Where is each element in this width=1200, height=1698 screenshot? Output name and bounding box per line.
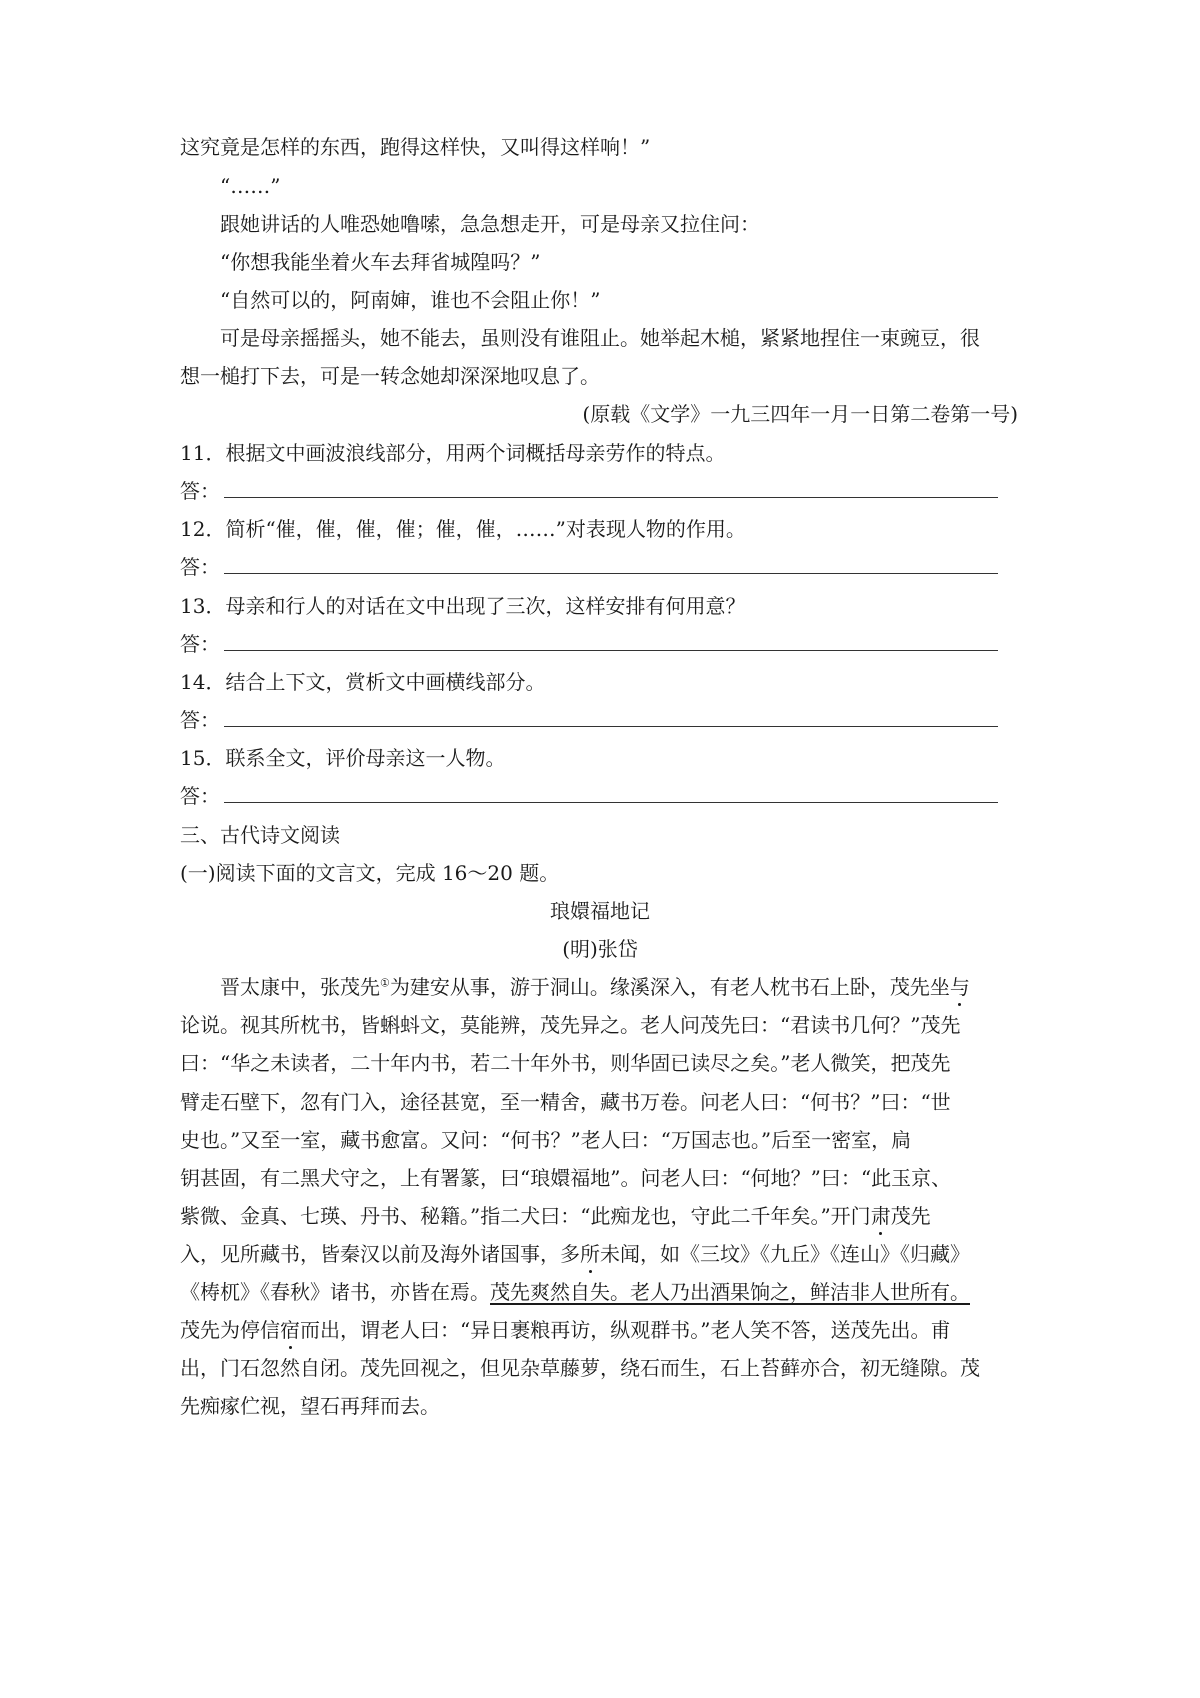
passage-line	[220, 977, 970, 997]
passage-line	[180, 1282, 970, 1302]
passage-author: (明)张岱	[562, 937, 638, 961]
underlined-sentence: 茂先爽然自失。老人乃出酒果饷之，鲜洁非人世所有。	[490, 1280, 970, 1304]
emphasis-dot-char: 宿	[280, 1318, 300, 1342]
emphasis-dot-char: 肃	[870, 1204, 891, 1228]
answer-blank-15[interactable]	[224, 802, 998, 803]
question-12: 12．简析“催，催，催，催；催，催，……”对表现人物的作用。	[180, 517, 746, 541]
passage-text: 茂先为停信	[180, 1318, 280, 1342]
story-line: “自然可以的，阿南婶，谁也不会阻止你！”	[220, 288, 601, 312]
story-line: “你想我能坐着火车去拜省城隍吗？”	[220, 250, 541, 274]
answer-blank-11[interactable]	[224, 497, 998, 498]
passage-line	[180, 1244, 970, 1264]
passage-text: 而出，谓老人曰：“异日裹粮再访，纵观群书。”老人笑不答，送茂先出。甫	[300, 1318, 951, 1342]
passage-text: 未闻，如《三坟》《九丘》《连山》《归藏》	[600, 1242, 970, 1266]
passage-line	[180, 1320, 950, 1340]
section-heading: 三、古代诗文阅读	[180, 823, 340, 847]
footnote-marker: ①	[380, 976, 390, 990]
passage-text: 茂先	[890, 1204, 931, 1228]
passage-line: 论说。视其所枕书，皆蝌蚪文，莫能辨，茂先异之。老人问茂先曰：“君读书几何？”茂先	[180, 1013, 961, 1037]
answer-label-13: 答：	[180, 632, 220, 656]
question-13: 13．母亲和行人的对话在文中出现了三次，这样安排有何用意？	[180, 594, 746, 618]
sub-heading: (一)阅读下面的文言文，完成 16～20 题。	[180, 861, 560, 885]
passage-line	[180, 1206, 931, 1226]
passage-line: 先痴瘃伫视，望石再拜而去。	[180, 1394, 440, 1418]
passage-line: 出，门石忽然自闭。茂先回视之，但见杂草藤萝，绕石而生，石上苔藓亦合，初无缝隙。茂	[180, 1356, 980, 1380]
answer-blank-13[interactable]	[224, 650, 998, 651]
emphasis-dot-char: 所	[580, 1242, 600, 1266]
story-line: 想一槌打下去，可是一转念她却深深地叹息了。	[180, 364, 600, 388]
answer-blank-14[interactable]	[224, 726, 998, 727]
answer-label-15: 答：	[180, 784, 220, 808]
story-line: 跟她讲话的人唯恐她噜嗦，急急想走开，可是母亲又拉住问：	[220, 212, 760, 236]
answer-blank-12[interactable]	[224, 573, 998, 574]
story-line: 这究竟是怎样的东西，跑得这样快，又叫得这样响！”	[180, 135, 651, 159]
passage-text: 为建安从事，游于洞山。缘溪深入，有老人枕书石上卧，茂先坐	[389, 975, 950, 999]
question-15: 15．联系全文，评价母亲这一人物。	[180, 746, 506, 770]
answer-label-14: 答：	[180, 708, 220, 732]
source-note: (原载《文学》一九三四年一月一日第二卷第一号)	[582, 402, 1018, 426]
passage-line: 史也。”又至一室，藏书愈富。又问：“何书？”老人曰：“万国志也。”后至一密室，扃	[180, 1128, 912, 1152]
passage-line: 臂走石壁下，忽有门入，途径甚宽，至一精舍，藏书万卷。问老人曰：“何书？”曰：“世	[180, 1090, 951, 1114]
passage-text: 紫微、金真、七瑛、丹书、秘籍。”指二犬曰：“此痴龙也，守此二千年矣。”开门	[180, 1204, 871, 1228]
question-14: 14．结合上下文，赏析文中画横线部分。	[180, 670, 546, 694]
passage-text: 晋太康中，张茂先	[220, 975, 380, 999]
emphasis-dot-char: 与	[949, 975, 970, 999]
passage-title: 琅嬛福地记	[550, 899, 650, 923]
story-line: 可是母亲摇摇头，她不能去，虽则没有谁阻止。她举起木槌，紧紧地捏住一束豌豆，很	[220, 326, 980, 350]
answer-label-12: 答：	[180, 555, 220, 579]
passage-line: 钥甚固，有二黑犬守之，上有署篆，曰“琅嬛福地”。问老人曰：“何地？”曰：“此玉京、	[180, 1166, 952, 1190]
passage-text: 《梼杌》《春秋》诸书，亦皆在焉。	[180, 1280, 490, 1304]
passage-text: 入，见所藏书，皆秦汉以前及海外诸国事，多	[180, 1242, 580, 1266]
passage-line: 曰：“华之未读者，二十年内书，若二十年外书，则华固已读尽之矣。”老人微笑，把茂先	[180, 1051, 951, 1075]
answer-label-11: 答：	[180, 479, 220, 503]
story-line: “……”	[220, 174, 281, 198]
question-11: 11．根据文中画波浪线部分，用两个词概括母亲劳作的特点。	[180, 441, 726, 465]
